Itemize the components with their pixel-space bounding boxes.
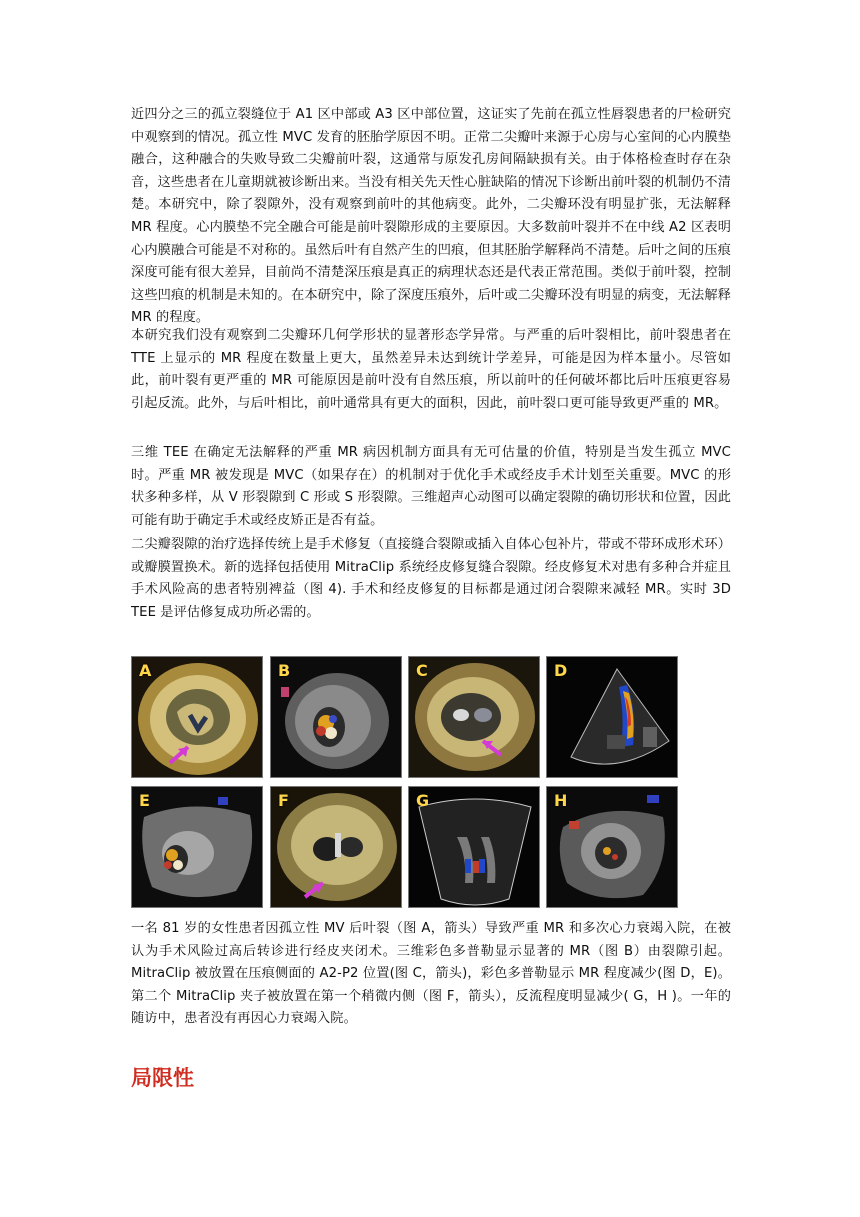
panel-label-h: H <box>554 791 568 810</box>
panel-label-d: D <box>554 661 568 680</box>
echo-panel-g <box>408 786 540 908</box>
panel-label-a: A <box>139 661 152 680</box>
echo-panel-b <box>270 656 402 778</box>
paragraph-1: 近四分之三的孤立裂缝位于 A1 区中部或 A3 区中部位置，这证实了先前在孤立性唇裂患者的尸检研究中观察到的情况。孤立性 MVC 发育的胚胎学原因不明。正常二尖瓣叶来源于心房与心室间的心内膜垫融合，这种融合的失败导致二尖瓣前叶裂，这通常与原发孔房间隔缺损有关。由于体格检查时存在杂音，这些患者在儿童期就被诊断出来。当没有相关先天性心脏缺陷的情况下诊断出前叶裂的机制仍不清楚。本研究中，除了裂隙外，没有观察到前叶的其他病变。此外，二尖瓣环没有明显扩张，无法解释 MR 程度。心内膜垫不完全融合可能是前叶裂隙形成的主要原因。大多数前叶裂并不在中线 A2 区表明心内膜融合可能是不对称的。虽然后叶有自然产生的凹痕，但其胚胎学解释尚不清楚。后叶之间的压痕深度可能有很大差异，目前尚不清楚深压痕是真正的病理状态还是代表正常范围。类似于前叶裂，控制这些凹痕的机制是未知的。在本研究中，除了深度压痕外，后叶或二尖瓣环没有明显的病变，无法解释 MR 的程度。 <box>131 107 731 326</box>
echo-panel-f <box>270 786 402 908</box>
figure-4-echo-images <box>131 652 680 910</box>
panel-label-b: B <box>278 661 291 680</box>
panel-label-f: F <box>278 791 289 810</box>
panel-label-e: E <box>139 791 150 810</box>
paragraph-3: 三维 TEE 在确定无法解释的严重 MR 病因机制方面具有无可估量的价值，特别是当发生孤立 MVC 时。严重 MR 被发现是 MVC（如果存在）的机制对于优化手术或经皮手术计划至关重要。MVC 的形状多种多样，从 V 形裂隙到 C 形或 S 形裂隙。三维超声心动图可以确定裂隙的确切形状和位置，因此可能有助于确定手术或经皮矫正是否有益。 <box>131 445 731 528</box>
echo-panel-a <box>131 656 263 778</box>
figure-caption: 一名 81 岁的女性患者因孤立性 MV 后叶裂（图 A，箭头）导致严重 MR 和多次心力衰竭入院，在被认为手术风险过高后转诊进行经皮夹闭术。三维彩色多普勒显示显著的 MR（图 B）由裂隙引起。MitraClip 被放置在压痕侧面的 A2-P2 位置(图 C，箭头)，彩色多普勒显示 MR 程度减少(图 D，E)。第二个 MitraClip 夹子被放置在第一个稍微内侧（图 F，箭头），反流程度明显减少( G，H )。一年的随访中，患者没有再因心力衰竭入院。 <box>131 921 731 1027</box>
paragraph-2: 本研究我们没有观察到二尖瓣环几何学形状的显著形态学异常。与严重的后叶裂相比，前叶裂患者在 TTE 上显示的 MR 程度在数量上更大，虽然差异未达到统计学差异，可能是因为样本量小。尽管如此，前叶裂有更严重的 MR 可能原因是前叶没有自然压痕，所以前叶的任何破坏都比后叶压痕更容易引起反流。此外，与后叶相比，前叶通常具有更大的面积，因此，前叶裂口更可能导致更严重的 MR。 <box>131 328 731 411</box>
section-heading-limitations: 局限性 <box>131 1066 194 1090</box>
echo-panel-c <box>408 656 540 778</box>
echo-panel-e <box>131 786 263 908</box>
paragraph-4: 二尖瓣裂隙的治疗选择传统上是手术修复（直接缝合裂隙或插入自体心包补片，带或不带环成形术环）或瓣膜置换术。新的选择包括使用 MitraClip 系统经皮修复缝合裂隙。经皮修复术对患有多种合并症且手术风险高的患者特别裨益（图 4). 手术和经皮修复的目标都是通过闭合裂隙来减轻 MR。实时 3D TEE 是评估修复成功所必需的。 <box>131 537 731 620</box>
panel-label-c: C <box>416 661 428 680</box>
panel-label-g: G <box>416 791 430 810</box>
echo-panel-h <box>546 786 678 908</box>
echo-panel-d <box>546 656 678 778</box>
